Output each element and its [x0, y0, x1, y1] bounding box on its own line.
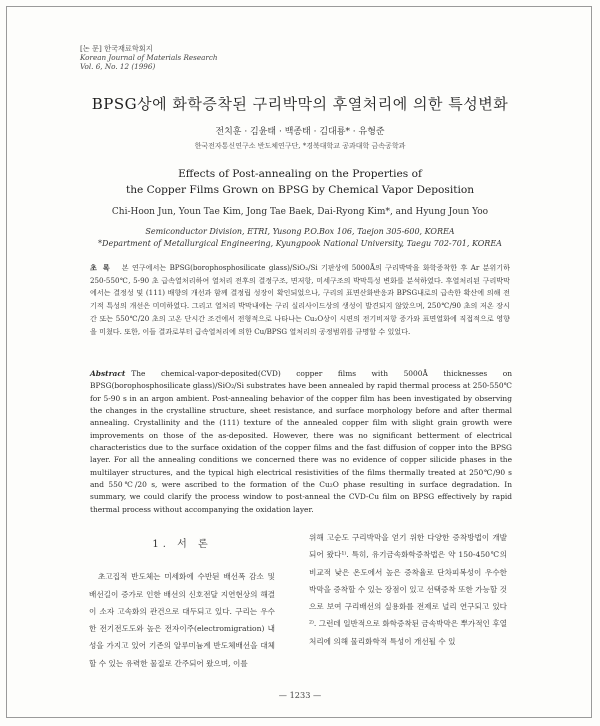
paper-title-korean: BPSG상에 화학증착된 구리박막의 후열처리에 의한 특성변화: [91, 95, 509, 113]
title-english-line-2: the Copper Films Grown on BPSG by Chemical Vapor Deposition: [125, 184, 475, 196]
body-paragraph-right: 위해 고순도 구리박막을 얻기 위한 다양한 증착방법이 개발되어 왔다¹⁾. 특히, 유기금속화학증착법은 약 150-450℃의 비교적 낮은 온도에서 높은 증착율로 단차피복성이 우수한 박막을 증착할 수 있는 장점이 있고 선택증착 또한 가능할 것으로 보여 구리배선의 실용화를 전제로 널리 연구되고 있다²⁾. 그런데 일반적으로 화학증착된 금속박막은 뿌가적인 후열처리에 의해 물리화학적 특성이 개선될 수 있: [309, 533, 507, 646]
affiliation-korean: 한국전자통신연구소 반도체연구단, *경북대학교 공과대학 금속공학과: [194, 142, 406, 150]
abstract-korean-text: 본 연구에서는 BPSG(borophosphosilicate glass)/SiO₂/Si 기판상에 5000Å의 구리박막을 화학증착한 후 Ar 분위기하 250-550℃, 5-90 초 급속열처리하여 열처리 전후의 결정구조, 면저항, 미세구조의 박막특성 변화를 분석하였다. 후열처리된 구리박막에서는 결정성 및 (111) 배향의 개선과 함께 결정립 성장이 확인되었으나, 구리의 표면산화반응과 BPSG내로의 급속한 확산에 의해 전기적 특성의 개선은 미미하였다. 그리고 열처리 박막내에는 구리 실리사이드상의 생성이 발견되지 않았으며, 250℃/90 초의 저온 장시간 또는 550℃/20 초의 고온 단시간 조건에서 전형적으로 나타나는 Cu₂O상이 시편의 전기비저항 증가와 표면열화에 직접적으로 영향을 미쳤다. 또한, 이들 결과로부터 급속열처리에 의한 Cu/BPSG 열처리의 공정범위를 규명할 수 있었다.: [90, 263, 510, 336]
section-heading-introduction: 1. 서 론: [152, 539, 212, 550]
abstract-korean-label: 초록: [90, 263, 116, 272]
authors-korean: 전치훈 · 김윤태 · 백종태 · 김대룡* · 유형준: [215, 127, 385, 137]
paper-title-english: [0, 166, 600, 198]
body-column-left: [89, 530, 275, 672]
affiliation-english-2: *Department of Metallurgical Engineering, Kyungpook National University, Taegu 702-701, KOREA: [98, 239, 502, 248]
abstract-english: [90, 368, 512, 516]
abstract-english-text: The chemical-vapor-deposited(CVD) copper films with 5000Å thicknesses on BPSG(borophosphosilicate glass)/SiO₂/Si substrates have been annealed by rapid thermal process at 250-550℃ for 5-90 s in an argon ambient. Post-annealing behavior of the copper film has been investigated by observing the changes in the crystalline structure, sheet resistance, and surface morphology before and after thermal annealing. Crystallinity and the (111) texture of the annealed copper film with slight grain growth were improvements on those of the as-deposited. However, there was no significant betterment of electrical characteristics due to the surface oxidation of the copper films and the fast diffusion of copper into the BPSG layer. For all the annealing conditions we concerned there was no evidence of copper silicide phases in the multilayer structures, and the typical high electrical resistivities of the films thermally treated at 250℃/90 s and 550℃/20 s, were ascribed to the formation of the Cu₂O phase resulting in surface degradation. In summary, we could clarify the process window to post-anneal the CVD-Cu film on BPSG effectively by rapid thermal process without accompanying the oxidation layer.: [90, 369, 512, 514]
affiliation-english: [0, 226, 600, 250]
abstract-english-label: Abstract: [90, 369, 126, 378]
header-line-1: [논 문] 한국재료학회지: [80, 44, 153, 53]
affiliation-english-1: Semiconductor Division, ETRI, Yusong P.O.Box 106, Taejon 305-600, KOREA: [145, 227, 455, 236]
abstract-korean: [90, 262, 510, 338]
header-line-3: Vol. 6, No. 12 (1996): [80, 62, 156, 72]
title-english-line-1: Effects of Post-annealing on the Properties of: [178, 168, 422, 180]
journal-header: [80, 44, 218, 72]
header-line-2: Korean Journal of Materials Research: [80, 53, 218, 63]
body-column-right: [309, 529, 507, 650]
body-paragraph-left: 초고집적 반도체는 미세화에 수반된 배선폭 감소 및 배선길이 증가로 인한 배선의 신호전달 지연현상의 해결이 소자 고속화의 관건으로 대두되고 있다. 구리는 우수한 전기전도도와 높은 전자이주(electromigration) 내성을 가지고 있어 기존의 알루미늄계 반도체배선을 대체할 수 있는 유력한 물질로 간주되어 왔으며, 이를: [89, 572, 275, 668]
authors-english: Chi-Hoon Jun, Youn Tae Kim, Jong Tae Baek, Dai-Ryong Kim*, and Hyung Joun Yoo: [111, 207, 489, 217]
page-number: — 1233 —: [278, 690, 322, 700]
